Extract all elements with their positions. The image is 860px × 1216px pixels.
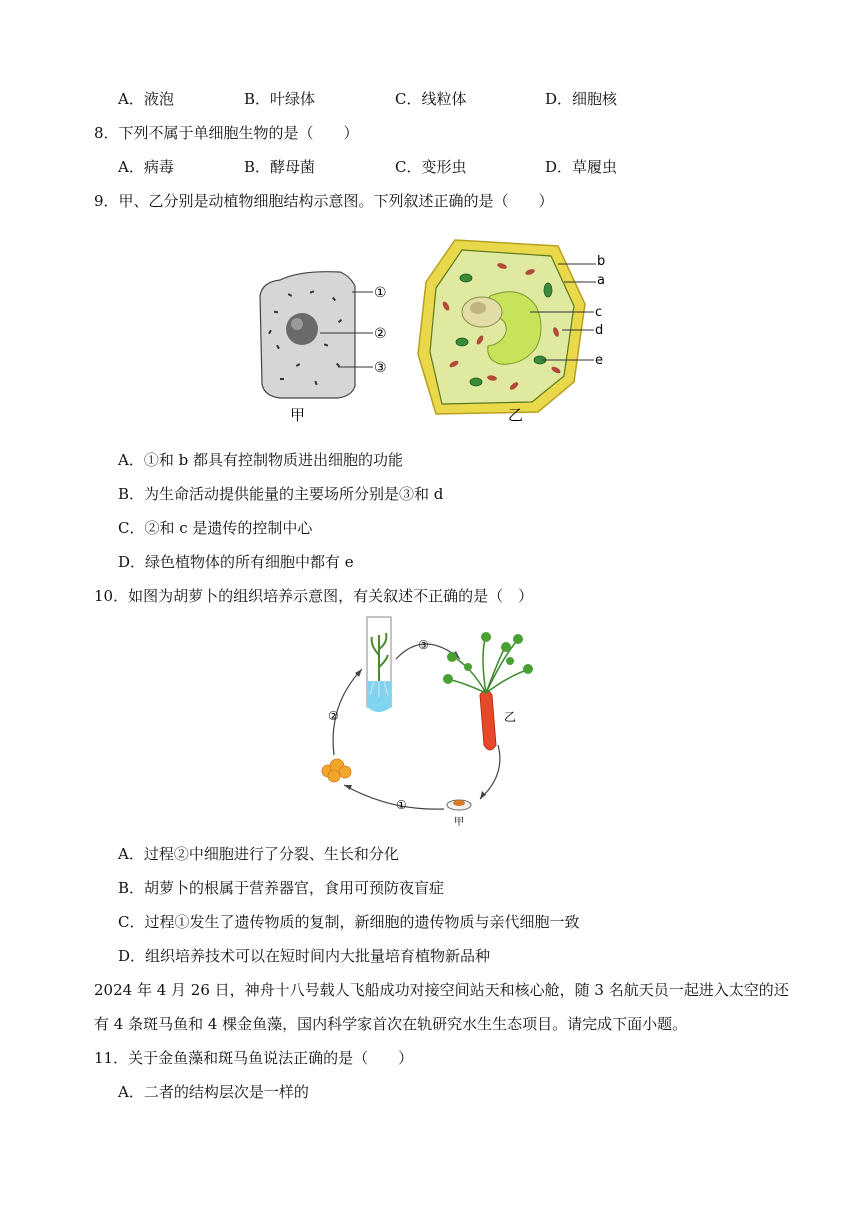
q7-option-b: B．叶绿体 <box>244 90 316 108</box>
carrot-label: 乙 <box>504 710 517 724</box>
dish-label: 甲 <box>454 817 464 828</box>
q10-option-a: A．过程②中细胞进行了分裂、生长和分化 <box>118 845 399 863</box>
q8-option-c: C．变形虫 <box>395 158 467 176</box>
q9-option-b: B．为生命活动提供能量的主要场所分别是③和 d <box>118 485 444 503</box>
animal-label-2: ② <box>374 326 387 342</box>
step-3-label: ③ <box>418 638 429 652</box>
animal-label-1: ① <box>374 285 387 301</box>
q10-option-b: B．胡萝卜的根属于营养器官，食用可预防夜盲症 <box>118 879 445 897</box>
q8-option-a: A．病毒 <box>118 158 174 176</box>
q8-option-d: D．草履虫 <box>545 158 618 176</box>
q7-option-d: D．细胞核 <box>545 90 618 108</box>
plant-label-d: d <box>595 323 604 338</box>
tissue-culture-figure <box>310 615 550 830</box>
passage-line-1: 2024 年 4 月 26 日，神舟十八号载人飞船成功对接空间站天和核心舱，随 3 名航天员一起进入太空的还 <box>94 981 789 999</box>
step-1-label: ① <box>396 798 407 812</box>
q9-option-d: D．绿色植物体的所有细胞中都有 e <box>118 553 354 571</box>
petri-dish <box>447 800 471 810</box>
q10-option-c: C．过程①发生了遗传物质的复制，新细胞的遗传物质与亲代细胞一致 <box>118 913 580 931</box>
cell-structure-figure <box>240 236 620 426</box>
carrot <box>443 632 533 750</box>
plant-cell-caption: 乙 <box>508 406 524 424</box>
q9-stem: 9．甲、乙分别是动植物细胞结构示意图。下列叙述正确的是（ ） <box>94 192 554 210</box>
q7-option-c: C．线粒体 <box>395 90 467 108</box>
callus <box>322 759 351 782</box>
q7-option-a: A．液泡 <box>118 90 174 108</box>
animal-label-3: ③ <box>374 360 387 376</box>
q11-stem: 11．关于金鱼藻和斑马鱼说法正确的是（ ） <box>94 1049 414 1067</box>
q9-option-c: C．②和 c 是遗传的控制中心 <box>118 519 313 537</box>
plant-cell <box>418 240 605 424</box>
plant-label-c: c <box>595 305 603 320</box>
q8-option-b: B．酵母菌 <box>244 158 316 176</box>
q8-stem: 8．下列不属于单细胞生物的是（ ） <box>94 124 359 142</box>
step-2-label: ② <box>328 709 339 723</box>
passage-line-2: 有 4 条斑马鱼和 4 棵金鱼藻，国内科学家首次在轨研究水生生态项目。请完成下面小题。 <box>94 1015 688 1033</box>
plant-label-e: e <box>595 353 603 368</box>
q9-option-a: A．①和 b 都具有控制物质进出细胞的功能 <box>118 451 403 469</box>
plant-label-b: b <box>597 254 606 269</box>
q10-option-d: D．组织培养技术可以在短时间内大批量培育植物新品种 <box>118 947 491 965</box>
plant-label-a: a <box>597 273 605 288</box>
animal-cell <box>260 272 387 424</box>
animal-cell-caption: 甲 <box>290 406 306 424</box>
test-tube-plantlet <box>367 617 391 712</box>
q11-option-a: A．二者的结构层次是一样的 <box>118 1083 309 1101</box>
q10-stem: 10．如图为胡萝卜的组织培养示意图，有关叙述不正确的是（ ） <box>94 587 534 605</box>
